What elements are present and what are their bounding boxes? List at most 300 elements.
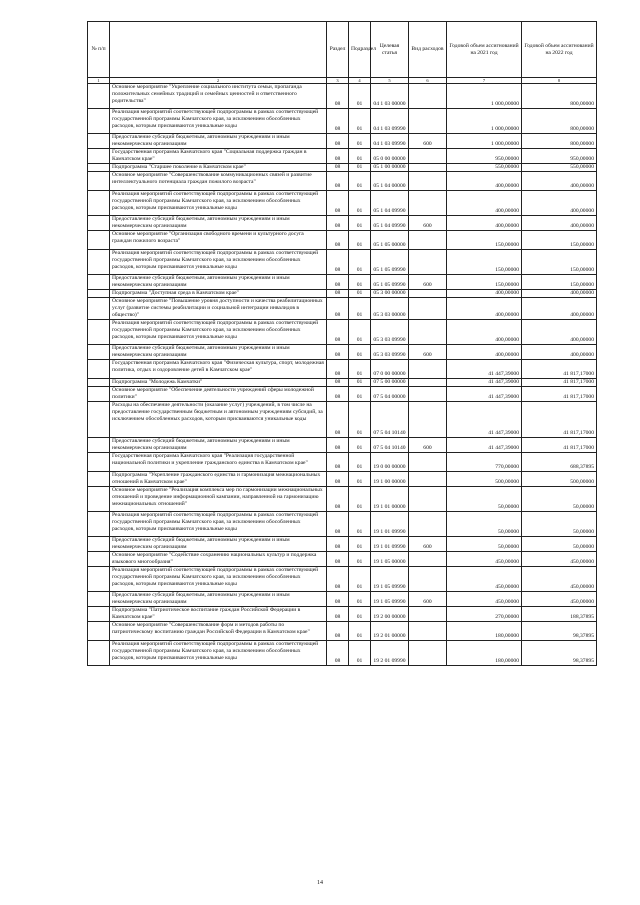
row-podrazdel-cell: 01 xyxy=(349,109,371,134)
row-amount-2021-cell: 41 447,39000 xyxy=(447,387,522,402)
row-podrazdel-cell: 01 xyxy=(349,622,371,641)
row-expense-type-cell: 600 xyxy=(409,537,447,552)
row-number-cell xyxy=(88,298,110,320)
row-amount-2022-cell: 41 817,17000 xyxy=(522,387,597,402)
table-row xyxy=(88,592,597,607)
row-podrazdel-cell: 01 xyxy=(349,552,371,567)
row-number-cell xyxy=(88,438,110,453)
column-number: 3 xyxy=(327,78,349,84)
row-razdel-cell: 08 xyxy=(327,592,349,607)
row-expense-type-cell xyxy=(409,84,447,109)
row-amount-2021-cell: 1 000,00000 xyxy=(447,109,522,134)
row-amount-2022-cell: 50,00000 xyxy=(522,512,597,537)
row-amount-2022-cell: 50,00000 xyxy=(522,487,597,512)
row-name-cell: Предоставление субсидий бюджетным, автономным учреждениям и иным некоммерческим организациям xyxy=(110,275,327,290)
row-name-cell: Основное мероприятие "Реализация комплекса мер по гармонизации межнациональных отношений и проведение информационной кампании, направленной на гармонизацию межнациональных отношений" xyxy=(110,487,327,512)
row-target-article-cell: 04 1 03 00000 xyxy=(371,84,409,109)
row-target-article-cell: 19 1 05 09990 xyxy=(371,592,409,607)
column-number: 4 xyxy=(349,78,371,84)
row-podrazdel-cell: 01 xyxy=(349,453,371,472)
row-razdel-cell: 08 xyxy=(327,641,349,666)
row-number-cell xyxy=(88,360,110,379)
row-number-cell xyxy=(88,164,110,172)
row-amount-2021-cell: 41 447,39000 xyxy=(447,438,522,453)
row-name-cell: Предоставление субсидий бюджетным, автономным учреждениям и иным некоммерческим организациям xyxy=(110,592,327,607)
row-name-cell: Реализация мероприятий соответствующей подпрограммы в рамках соответствующей государственной программы Камчатского края, за исключением обособленных расходов, которым присваиваются уникальные коды xyxy=(110,641,327,666)
row-expense-type-cell: 600 xyxy=(409,275,447,290)
table-header-row xyxy=(88,22,597,78)
row-expense-type-cell xyxy=(409,487,447,512)
row-razdel-cell: 08 xyxy=(327,109,349,134)
table-row xyxy=(88,109,597,134)
row-podrazdel-cell: 01 xyxy=(349,537,371,552)
row-target-article-cell: 05 1 05 00000 xyxy=(371,231,409,250)
row-razdel-cell: 08 xyxy=(327,487,349,512)
row-expense-type-cell xyxy=(409,552,447,567)
row-expense-type-cell: 600 xyxy=(409,134,447,149)
row-number-cell xyxy=(88,472,110,487)
row-name-cell: Государственная программа Камчатского края "Физическая культура, спорт, молодежная политика, отдых и оздоровление детей в Камчатском крае" xyxy=(110,360,327,379)
table-row xyxy=(88,487,597,512)
row-amount-2022-cell: 150,00000 xyxy=(522,275,597,290)
row-number-cell xyxy=(88,641,110,666)
row-amount-2022-cell: 800,00000 xyxy=(522,84,597,109)
row-podrazdel-cell: 01 xyxy=(349,164,371,172)
row-razdel-cell: 08 xyxy=(327,379,349,387)
row-amount-2022-cell: 800,00000 xyxy=(522,134,597,149)
row-name-cell: Предоставление субсидий бюджетным, автономным учреждениям и иным некоммерческим организациям xyxy=(110,134,327,149)
row-target-article-cell: 05 1 04 09990 xyxy=(371,216,409,231)
row-target-article-cell: 05 3 03 00000 xyxy=(371,298,409,320)
table-row xyxy=(88,298,597,320)
row-name-cell: Основное мероприятие "Укрепление социального института семьи, пропаганда положительных семейных традиций и семейных ценностей и ответственного родительства" xyxy=(110,84,327,109)
row-amount-2021-cell: 50,00000 xyxy=(447,512,522,537)
row-amount-2021-cell: 400,00000 xyxy=(447,290,522,298)
row-expense-type-cell xyxy=(409,512,447,537)
table-row xyxy=(88,402,597,438)
page-number: 14 xyxy=(317,880,323,886)
row-podrazdel-cell: 01 xyxy=(349,84,371,109)
row-expense-type-cell: 600 xyxy=(409,592,447,607)
row-expense-type-cell xyxy=(409,149,447,164)
row-amount-2022-cell: 400,00000 xyxy=(522,290,597,298)
row-expense-type-cell xyxy=(409,109,447,134)
row-podrazdel-cell: 01 xyxy=(349,472,371,487)
row-podrazdel-cell: 01 xyxy=(349,592,371,607)
row-target-article-cell: 05 3 00 00000 xyxy=(371,290,409,298)
row-razdel-cell: 08 xyxy=(327,134,349,149)
table-row xyxy=(88,134,597,149)
row-razdel-cell: 08 xyxy=(327,191,349,216)
column-number: 7 xyxy=(447,78,522,84)
row-amount-2021-cell: 150,00000 xyxy=(447,250,522,275)
row-name-cell: Подпрограмма "Патриотическое воспитание граждан Российской Федерации в Камчатском крае" xyxy=(110,607,327,622)
row-razdel-cell: 08 xyxy=(327,472,349,487)
row-target-article-cell: 05 1 04 09990 xyxy=(371,191,409,216)
table-row xyxy=(88,438,597,453)
row-target-article-cell: 07 0 00 00000 xyxy=(371,360,409,379)
row-razdel-cell: 08 xyxy=(327,149,349,164)
row-expense-type-cell: 600 xyxy=(409,345,447,360)
row-razdel-cell: 08 xyxy=(327,607,349,622)
row-podrazdel-cell: 01 xyxy=(349,134,371,149)
row-amount-2022-cell: 41 817,17000 xyxy=(522,402,597,438)
row-number-cell xyxy=(88,487,110,512)
table-row xyxy=(88,216,597,231)
row-podrazdel-cell: 01 xyxy=(349,298,371,320)
row-razdel-cell: 08 xyxy=(327,84,349,109)
row-target-article-cell: 04 1 03 09990 xyxy=(371,134,409,149)
row-expense-type-cell xyxy=(409,402,447,438)
row-number-cell xyxy=(88,109,110,134)
row-podrazdel-cell: 01 xyxy=(349,641,371,666)
table-row xyxy=(88,472,597,487)
row-amount-2022-cell: 150,00000 xyxy=(522,231,597,250)
row-expense-type-cell xyxy=(409,379,447,387)
row-amount-2021-cell: 400,00000 xyxy=(447,191,522,216)
row-podrazdel-cell: 01 xyxy=(349,567,371,592)
row-podrazdel-cell: 01 xyxy=(349,512,371,537)
row-amount-2021-cell: 500,00000 xyxy=(447,472,522,487)
row-number-cell xyxy=(88,250,110,275)
row-name-cell: Расходы на обеспечение деятельности (оказание услуг) учреждений, в том числе на предоставление государственным бюджетным и автономным учреждениям субсидий, за исключением обособленных расходов, которым присваиваются уникальные коды xyxy=(110,402,327,438)
row-name-cell: Реализация мероприятий соответствующей подпрограммы в рамках соответствующей государственной программы Камчатского края, за исключением обособленных расходов, которым присваиваются уникальные коды xyxy=(110,109,327,134)
row-razdel-cell: 08 xyxy=(327,298,349,320)
column-number: 1 xyxy=(88,78,110,84)
row-name-cell: Реализация мероприятий соответствующей подпрограммы в рамках соответствующей государственной программы Камчатского края, за исключением обособленных расходов, которым присваиваются уникальные коды xyxy=(110,567,327,592)
row-amount-2021-cell: 400,00000 xyxy=(447,345,522,360)
row-razdel-cell: 08 xyxy=(327,622,349,641)
row-expense-type-cell xyxy=(409,290,447,298)
row-razdel-cell: 08 xyxy=(327,164,349,172)
table-row xyxy=(88,231,597,250)
row-amount-2021-cell: 270,00000 xyxy=(447,607,522,622)
table-row xyxy=(88,290,597,298)
row-podrazdel-cell: 01 xyxy=(349,402,371,438)
row-amount-2022-cell: 150,00000 xyxy=(522,250,597,275)
row-expense-type-cell xyxy=(409,298,447,320)
row-amount-2022-cell: 400,00000 xyxy=(522,320,597,345)
table-row xyxy=(88,641,597,666)
table-row xyxy=(88,275,597,290)
row-podrazdel-cell: 01 xyxy=(349,607,371,622)
row-amount-2021-cell: 400,00000 xyxy=(447,216,522,231)
row-target-article-cell: 19 1 01 00000 xyxy=(371,487,409,512)
row-amount-2022-cell: 41 817,17000 xyxy=(522,379,597,387)
column-number: 6 xyxy=(409,78,447,84)
row-number-cell xyxy=(88,149,110,164)
row-number-cell xyxy=(88,552,110,567)
row-amount-2022-cell: 450,00000 xyxy=(522,567,597,592)
row-target-article-cell: 07 5 04 00000 xyxy=(371,387,409,402)
row-target-article-cell: 19 2 01 09990 xyxy=(371,641,409,666)
row-amount-2021-cell: 400,00000 xyxy=(447,172,522,191)
row-name-cell: Основное мероприятие "Совершенствование коммуникационных связей и развитие интеллектуального потенциала граждан пожилого возраста" xyxy=(110,172,327,191)
row-razdel-cell: 08 xyxy=(327,567,349,592)
row-name-cell: Основное мероприятие "Повышение уровня доступности и качества реабилитационных услуг (развитие системы реабилитации и социальной интеграции инвалидов в общество)" xyxy=(110,298,327,320)
row-expense-type-cell xyxy=(409,164,447,172)
row-podrazdel-cell: 01 xyxy=(349,360,371,379)
header-target-article: Целевая статья xyxy=(371,22,409,78)
row-number-cell xyxy=(88,216,110,231)
table-row xyxy=(88,607,597,622)
row-number-cell xyxy=(88,231,110,250)
row-podrazdel-cell: 01 xyxy=(349,191,371,216)
row-razdel-cell: 08 xyxy=(327,290,349,298)
row-razdel-cell: 08 xyxy=(327,552,349,567)
row-expense-type-cell xyxy=(409,231,447,250)
row-amount-2021-cell: 150,00000 xyxy=(447,231,522,250)
header-podrazdel: Подраздел xyxy=(349,22,371,78)
row-number-cell xyxy=(88,622,110,641)
row-name-cell: Подпрограмма "Молодежь Камчатки" xyxy=(110,379,327,387)
row-amount-2022-cell: 41 817,17000 xyxy=(522,360,597,379)
table-row xyxy=(88,250,597,275)
row-amount-2021-cell: 950,00000 xyxy=(447,149,522,164)
row-number-cell xyxy=(88,453,110,472)
row-name-cell: Государственная программа Камчатского края "Социальная поддержка граждан в Камчатском крае" xyxy=(110,149,327,164)
row-expense-type-cell: 600 xyxy=(409,438,447,453)
row-amount-2022-cell: 188,37895 xyxy=(522,607,597,622)
row-expense-type-cell xyxy=(409,641,447,666)
row-target-article-cell: 05 0 00 00000 xyxy=(371,149,409,164)
row-target-article-cell: 19 1 01 09990 xyxy=(371,512,409,537)
table-row xyxy=(88,387,597,402)
row-number-cell xyxy=(88,134,110,149)
row-podrazdel-cell: 01 xyxy=(349,250,371,275)
row-name-cell: Основное мероприятие "Обеспечение деятельности учреждений сферы молодежной политики" xyxy=(110,387,327,402)
row-razdel-cell: 08 xyxy=(327,360,349,379)
row-target-article-cell: 19 1 05 00000 xyxy=(371,552,409,567)
row-amount-2022-cell: 688,37895 xyxy=(522,453,597,472)
row-target-article-cell: 07 5 04 10140 xyxy=(371,438,409,453)
row-amount-2022-cell: 98,37895 xyxy=(522,622,597,641)
row-target-article-cell: 07 5 00 00000 xyxy=(371,379,409,387)
row-name-cell: Основное мероприятие "Совершенствование форм и методов работы по патриотическому воспитанию граждан Российской Федерации в Камчатском крае" xyxy=(110,622,327,641)
row-target-article-cell: 05 1 05 09990 xyxy=(371,250,409,275)
column-number: 2 xyxy=(110,78,327,84)
row-number-cell xyxy=(88,84,110,109)
row-target-article-cell: 05 1 04 00000 xyxy=(371,172,409,191)
row-amount-2022-cell: 500,00000 xyxy=(522,472,597,487)
header-number: № п/п xyxy=(88,22,110,78)
column-number: 8 xyxy=(522,78,597,84)
row-amount-2021-cell: 41 447,39000 xyxy=(447,402,522,438)
table-row xyxy=(88,84,597,109)
row-amount-2021-cell: 1 000,00000 xyxy=(447,134,522,149)
row-razdel-cell: 08 xyxy=(327,512,349,537)
row-expense-type-cell xyxy=(409,622,447,641)
row-number-cell xyxy=(88,172,110,191)
row-razdel-cell: 08 xyxy=(327,216,349,231)
row-target-article-cell: 05 3 03 09990 xyxy=(371,320,409,345)
row-name-cell: Реализация мероприятий соответствующей подпрограммы в рамках соответствующей государственной программы Камчатского края, за исключением обособленных расходов, которым присваиваются уникальные коды xyxy=(110,320,327,345)
row-amount-2021-cell: 450,00000 xyxy=(447,567,522,592)
row-target-article-cell: 19 2 00 00000 xyxy=(371,607,409,622)
row-name-cell: Государственная программа Камчатского края "Реализация государственной национальной политики и укрепление гражданского единства в Камчатском крае" xyxy=(110,453,327,472)
row-expense-type-cell xyxy=(409,453,447,472)
row-razdel-cell: 08 xyxy=(327,275,349,290)
table-row xyxy=(88,567,597,592)
row-name-cell: Предоставление субсидий бюджетным, автономным учреждениям и иным некоммерческим организациям xyxy=(110,345,327,360)
row-amount-2021-cell: 50,00000 xyxy=(447,537,522,552)
row-podrazdel-cell: 01 xyxy=(349,216,371,231)
row-target-article-cell: 05 1 05 09990 xyxy=(371,275,409,290)
row-amount-2021-cell: 150,00000 xyxy=(447,275,522,290)
row-amount-2022-cell: 450,00000 xyxy=(522,552,597,567)
row-name-cell: Предоставление субсидий бюджетным, автономным учреждениям и иным некоммерческим организациям xyxy=(110,537,327,552)
table-row xyxy=(88,622,597,641)
header-name xyxy=(110,22,327,78)
row-expense-type-cell xyxy=(409,387,447,402)
row-amount-2021-cell: 1 000,00000 xyxy=(447,84,522,109)
row-amount-2021-cell: 50,00000 xyxy=(447,487,522,512)
row-amount-2022-cell: 400,00000 xyxy=(522,298,597,320)
budget-table-sheet xyxy=(87,21,596,666)
header-razdel: Раздел xyxy=(327,22,349,78)
row-name-cell: Подпрограмма "Доступная среда в Камчатском крае" xyxy=(110,290,327,298)
row-name-cell: Предоставление субсидий бюджетным, автономным учреждениям и иным некоммерческим организациям xyxy=(110,216,327,231)
row-number-cell xyxy=(88,592,110,607)
row-target-article-cell: 19 1 01 09990 xyxy=(371,537,409,552)
row-number-cell xyxy=(88,345,110,360)
row-razdel-cell: 08 xyxy=(327,172,349,191)
row-amount-2022-cell: 50,00000 xyxy=(522,537,597,552)
budget-table xyxy=(87,21,597,666)
row-podrazdel-cell: 01 xyxy=(349,149,371,164)
row-razdel-cell: 08 xyxy=(327,537,349,552)
row-amount-2022-cell: 550,00000 xyxy=(522,164,597,172)
row-razdel-cell: 08 xyxy=(327,231,349,250)
row-number-cell xyxy=(88,567,110,592)
table-row xyxy=(88,191,597,216)
row-expense-type-cell xyxy=(409,607,447,622)
table-row xyxy=(88,149,597,164)
row-number-cell xyxy=(88,320,110,345)
row-name-cell: Основное мероприятие "Содействие сохранению национальных культур и поддержка языкового многообразия" xyxy=(110,552,327,567)
row-expense-type-cell xyxy=(409,191,447,216)
row-podrazdel-cell: 01 xyxy=(349,387,371,402)
row-target-article-cell: 07 5 04 10140 xyxy=(371,402,409,438)
table-row xyxy=(88,537,597,552)
row-amount-2022-cell: 800,00000 xyxy=(522,109,597,134)
row-expense-type-cell xyxy=(409,320,447,345)
row-amount-2022-cell: 41 817,17000 xyxy=(522,438,597,453)
row-expense-type-cell xyxy=(409,250,447,275)
row-expense-type-cell: 600 xyxy=(409,216,447,231)
row-target-article-cell: 05 1 00 00000 xyxy=(371,164,409,172)
row-name-cell: Реализация мероприятий соответствующей подпрограммы в рамках соответствующей государственной программы Камчатского края, за исключением обособленных расходов, которым присваиваются уникальные коды xyxy=(110,191,327,216)
row-expense-type-cell xyxy=(409,360,447,379)
row-number-cell xyxy=(88,402,110,438)
row-name-cell: Основное мероприятие "Организация свободного времени и культурного досуга граждан пожилого возраста" xyxy=(110,231,327,250)
row-razdel-cell: 08 xyxy=(327,453,349,472)
row-amount-2022-cell: 400,00000 xyxy=(522,172,597,191)
row-amount-2021-cell: 550,00000 xyxy=(447,164,522,172)
row-razdel-cell: 08 xyxy=(327,438,349,453)
header-expense-type: Вид расходов xyxy=(409,22,447,78)
row-podrazdel-cell: 01 xyxy=(349,231,371,250)
row-amount-2022-cell: 450,00000 xyxy=(522,592,597,607)
row-amount-2021-cell: 450,00000 xyxy=(447,552,522,567)
row-razdel-cell: 08 xyxy=(327,387,349,402)
row-target-article-cell: 04 1 03 09990 xyxy=(371,109,409,134)
row-number-cell xyxy=(88,290,110,298)
table-row xyxy=(88,164,597,172)
table-row xyxy=(88,345,597,360)
table-body xyxy=(88,84,597,666)
row-razdel-cell: 08 xyxy=(327,320,349,345)
row-number-cell xyxy=(88,275,110,290)
header-amount-2021: Годовой объем ассигнований на 2021 год xyxy=(447,22,522,78)
row-amount-2021-cell: 41 447,39000 xyxy=(447,360,522,379)
row-amount-2022-cell: 98,37895 xyxy=(522,641,597,666)
row-number-cell xyxy=(88,191,110,216)
row-podrazdel-cell: 01 xyxy=(349,320,371,345)
row-name-cell: Предоставление субсидий бюджетным, автономным учреждениям и иным некоммерческим организациям xyxy=(110,438,327,453)
row-target-article-cell: 19 0 00 00000 xyxy=(371,453,409,472)
row-target-article-cell: 19 1 05 09990 xyxy=(371,567,409,592)
row-razdel-cell: 08 xyxy=(327,402,349,438)
row-podrazdel-cell: 01 xyxy=(349,438,371,453)
row-amount-2022-cell: 400,00000 xyxy=(522,191,597,216)
row-number-cell xyxy=(88,537,110,552)
row-podrazdel-cell: 01 xyxy=(349,172,371,191)
row-amount-2021-cell: 770,00000 xyxy=(447,453,522,472)
row-name-cell: Подпрограмма "Укрепление гражданского единства и гармонизация межнациональных отношений в Камчатском крае" xyxy=(110,472,327,487)
header-amount-2022: Годовой объем ассигнований на 2022 год xyxy=(522,22,597,78)
row-name-cell: Реализация мероприятий соответствующей подпрограммы в рамках соответствующей государственной программы Камчатского края, за исключением обособленных расходов, которым присваиваются уникальные коды xyxy=(110,250,327,275)
table-row xyxy=(88,172,597,191)
table-row xyxy=(88,379,597,387)
row-amount-2021-cell: 400,00000 xyxy=(447,320,522,345)
row-podrazdel-cell: 01 xyxy=(349,379,371,387)
row-amount-2021-cell: 400,00000 xyxy=(447,298,522,320)
row-name-cell: Подпрограмма "Старшее поколение в Камчатском крае" xyxy=(110,164,327,172)
row-podrazdel-cell: 01 xyxy=(349,345,371,360)
row-podrazdel-cell: 01 xyxy=(349,290,371,298)
row-expense-type-cell xyxy=(409,472,447,487)
row-podrazdel-cell: 01 xyxy=(349,275,371,290)
row-amount-2022-cell: 950,00000 xyxy=(522,149,597,164)
row-amount-2022-cell: 400,00000 xyxy=(522,216,597,231)
row-amount-2021-cell: 180,00000 xyxy=(447,641,522,666)
row-amount-2021-cell: 41 447,39000 xyxy=(447,379,522,387)
row-amount-2021-cell: 450,00000 xyxy=(447,592,522,607)
row-target-article-cell: 05 3 03 09990 xyxy=(371,345,409,360)
row-razdel-cell: 08 xyxy=(327,250,349,275)
row-name-cell: Реализация мероприятий соответствующей подпрограммы в рамках соответствующей государственной программы Камчатского края, за исключением обособленных расходов, которым присваиваются уникальные коды xyxy=(110,512,327,537)
row-expense-type-cell xyxy=(409,172,447,191)
row-razdel-cell: 08 xyxy=(327,345,349,360)
row-amount-2022-cell: 400,00000 xyxy=(522,345,597,360)
row-podrazdel-cell: 01 xyxy=(349,487,371,512)
row-target-article-cell: 19 1 00 00000 xyxy=(371,472,409,487)
row-expense-type-cell xyxy=(409,567,447,592)
row-number-cell xyxy=(88,607,110,622)
row-number-cell xyxy=(88,379,110,387)
column-number: 5 xyxy=(371,78,409,84)
table-row xyxy=(88,320,597,345)
row-target-article-cell: 19 2 01 00000 xyxy=(371,622,409,641)
table-row xyxy=(88,512,597,537)
row-amount-2021-cell: 180,00000 xyxy=(447,622,522,641)
table-row xyxy=(88,552,597,567)
row-number-cell xyxy=(88,387,110,402)
row-number-cell xyxy=(88,512,110,537)
table-row xyxy=(88,360,597,379)
table-row xyxy=(88,453,597,472)
